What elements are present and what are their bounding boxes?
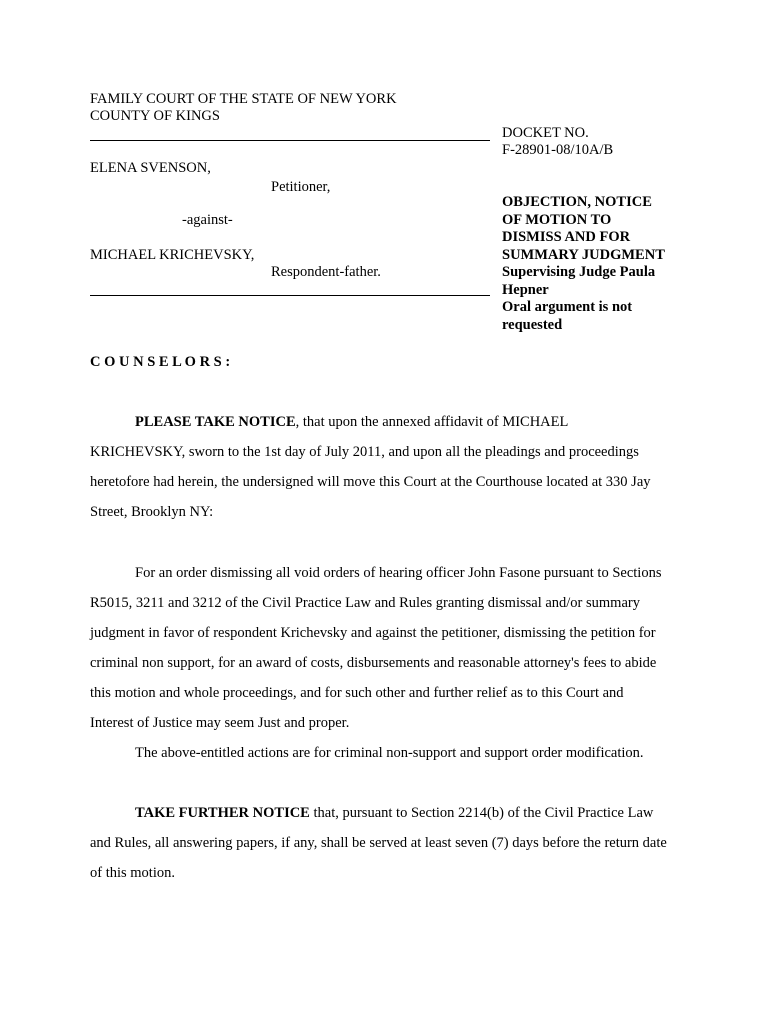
paragraph-line: and Rules, all answering papers, if any, shall be served at least seven (7) days before the return date	[90, 835, 667, 851]
paragraph-line: judgment in favor of respondent Krichevsky and against the petitioner, dismissing the petition for	[90, 625, 656, 641]
paragraph-text: that, pursuant to Section 2214(b) of the Civil Practice Law	[309, 805, 654, 821]
docket-number: F-28901-08/10A/B	[502, 142, 614, 158]
court-name: FAMILY COURT OF THE STATE OF NEW YORK	[90, 91, 397, 107]
paragraph-text: , that upon the annexed affidavit of MICHAEL	[295, 414, 569, 430]
paragraph-line: For an order dismissing all void orders of hearing officer John Fasone pursuant to Sections	[135, 565, 662, 581]
motion-title-line: DISMISS AND FOR	[502, 229, 631, 245]
oral-argument-line: requested	[502, 316, 563, 333]
take-further-notice-lead: TAKE FURTHER NOTICE	[135, 805, 310, 821]
actions-statement: The above-entitled actions are for criminal non-support and support order modification.	[135, 745, 644, 761]
judge-line: Hepner	[502, 281, 549, 298]
paragraph-line	[135, 414, 568, 431]
motion-title	[502, 194, 665, 334]
please-take-notice-lead: PLEASE TAKE NOTICE	[135, 414, 296, 430]
paragraph-line: KRICHEVSKY, sworn to the 1st day of July 2011, and upon all the pleadings and proceedings	[90, 444, 639, 460]
petitioner-role: Petitioner,	[271, 179, 331, 195]
caption-bottom-divider	[90, 295, 490, 296]
oral-argument-line: Oral argument is not	[502, 299, 633, 315]
respondent-name: MICHAEL KRICHEVSKY,	[90, 247, 255, 263]
court-county: COUNTY OF KINGS	[90, 108, 220, 124]
judge-line: Supervising Judge Paula	[502, 264, 656, 280]
paragraph-line	[135, 805, 653, 822]
paragraph-line: this motion and whole proceedings, and for such other and further relief as to this Court and	[90, 685, 624, 701]
docket-label: DOCKET NO.	[502, 125, 589, 141]
paragraph-line: of this motion.	[90, 865, 175, 881]
motion-title-line: OBJECTION, NOTICE	[502, 194, 652, 210]
paragraph-line: Street, Brooklyn NY:	[90, 504, 214, 520]
paragraph-line: Interest of Justice may seem Just and proper.	[90, 715, 350, 731]
motion-title-line: SUMMARY JUDGMENT	[502, 246, 665, 263]
salutation: C O U N S E L O R S :	[90, 354, 231, 370]
respondent-role: Respondent-father.	[271, 264, 381, 280]
petitioner-name: ELENA SVENSON,	[90, 160, 211, 176]
paragraph-line: R5015, 3211 and 3212 of the Civil Practice Law and Rules granting dismissal and/or summary	[90, 595, 640, 611]
paragraph-line: heretofore had herein, the undersigned will move this Court at the Courthouse located at 330 Jay	[90, 474, 651, 490]
caption-top-divider	[90, 140, 490, 141]
motion-title-line: OF MOTION TO	[502, 211, 612, 228]
against-label: -against-	[182, 212, 233, 228]
paragraph-line: criminal non support, for an award of costs, disbursements and reasonable attorney's fees to abide	[90, 655, 657, 671]
